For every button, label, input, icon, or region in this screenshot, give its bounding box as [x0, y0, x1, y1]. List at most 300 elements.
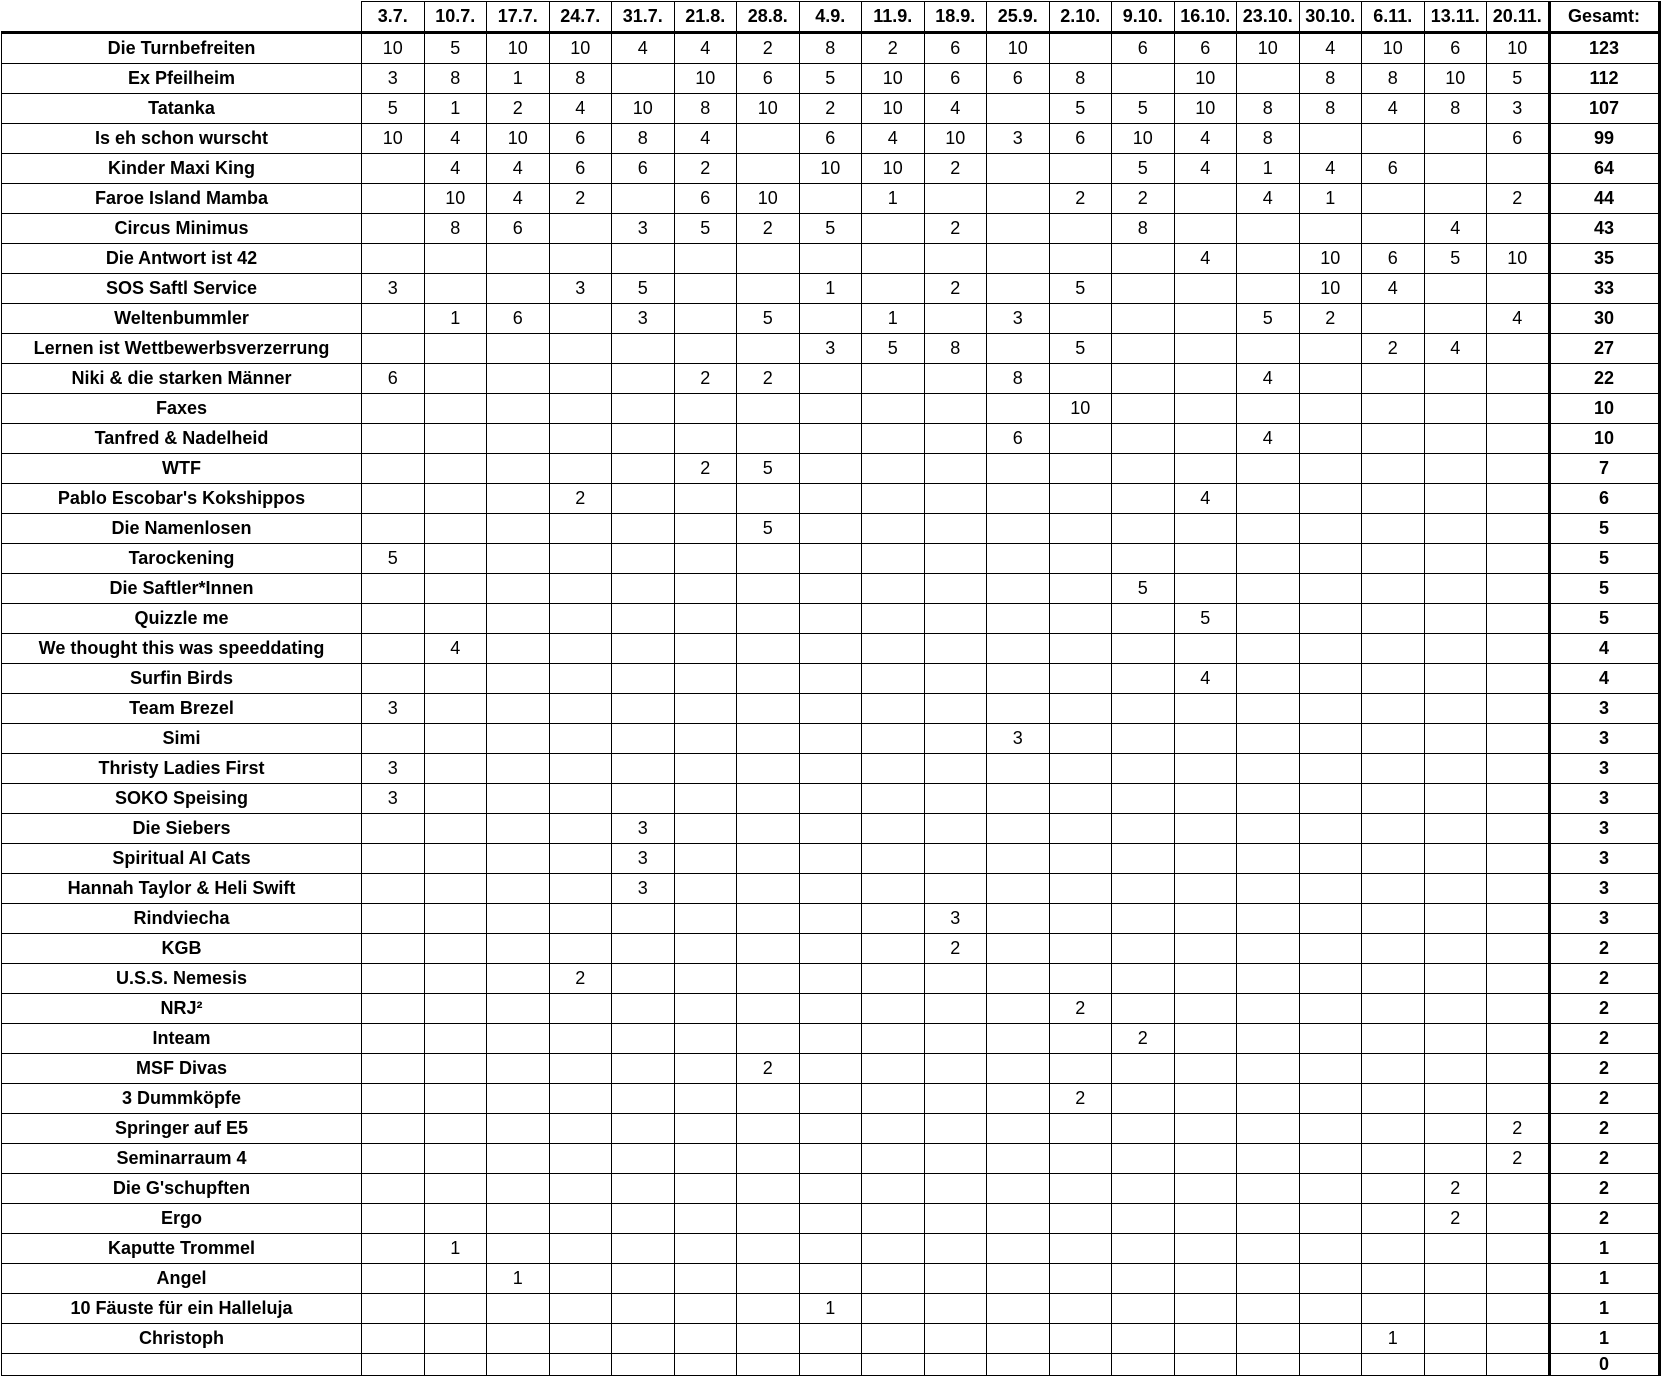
score-cell[interactable]: 2 [1424, 1204, 1487, 1234]
score-cell[interactable]: 2 [674, 154, 737, 184]
score-cell[interactable] [487, 904, 550, 934]
score-cell[interactable] [674, 1264, 737, 1294]
score-cell[interactable] [1362, 1354, 1425, 1376]
score-cell[interactable]: 10 [1299, 274, 1362, 304]
score-cell[interactable] [1237, 1174, 1300, 1204]
score-cell[interactable] [674, 1084, 737, 1114]
score-cell[interactable] [1174, 1174, 1237, 1204]
score-cell[interactable]: 10 [612, 94, 675, 124]
total-cell[interactable]: 3 [1549, 754, 1659, 784]
score-cell[interactable] [424, 484, 487, 514]
score-cell[interactable] [612, 1174, 675, 1204]
score-cell[interactable] [737, 1234, 800, 1264]
score-cell[interactable] [1112, 1114, 1175, 1144]
total-cell[interactable]: 1 [1549, 1234, 1659, 1264]
score-cell[interactable] [1299, 754, 1362, 784]
total-cell[interactable]: 6 [1549, 484, 1659, 514]
score-cell[interactable] [1237, 334, 1300, 364]
score-cell[interactable] [549, 904, 612, 934]
score-cell[interactable] [924, 634, 987, 664]
score-cell[interactable] [737, 424, 800, 454]
score-cell[interactable]: 4 [1362, 94, 1425, 124]
score-cell[interactable] [1112, 874, 1175, 904]
score-cell[interactable] [1049, 724, 1112, 754]
score-cell[interactable]: 10 [549, 33, 612, 64]
score-cell[interactable]: 10 [987, 33, 1050, 64]
score-cell[interactable]: 4 [1299, 33, 1362, 64]
score-cell[interactable] [987, 694, 1050, 724]
score-cell[interactable] [1487, 154, 1550, 184]
score-cell[interactable] [487, 784, 550, 814]
score-cell[interactable] [987, 334, 1050, 364]
score-cell[interactable] [612, 64, 675, 94]
score-cell[interactable] [487, 274, 550, 304]
score-cell[interactable] [1487, 1084, 1550, 1114]
score-cell[interactable] [799, 784, 862, 814]
score-cell[interactable] [1112, 784, 1175, 814]
score-cell[interactable] [424, 844, 487, 874]
total-cell[interactable]: 0 [1549, 1354, 1659, 1376]
score-cell[interactable] [799, 1084, 862, 1114]
score-cell[interactable] [1362, 544, 1425, 574]
total-cell[interactable]: 2 [1549, 994, 1659, 1024]
score-cell[interactable] [1362, 1204, 1425, 1234]
score-cell[interactable] [1237, 994, 1300, 1024]
score-cell[interactable]: 3 [549, 274, 612, 304]
score-cell[interactable] [1049, 364, 1112, 394]
score-cell[interactable] [924, 364, 987, 394]
score-cell[interactable] [1362, 844, 1425, 874]
score-cell[interactable] [612, 574, 675, 604]
total-cell[interactable]: 27 [1549, 334, 1659, 364]
score-cell[interactable] [424, 1294, 487, 1324]
score-cell[interactable]: 10 [1487, 33, 1550, 64]
score-cell[interactable]: 2 [737, 33, 800, 64]
score-cell[interactable] [674, 964, 737, 994]
score-cell[interactable] [1424, 1144, 1487, 1174]
score-cell[interactable] [1237, 244, 1300, 274]
team-name-cell[interactable]: Die G'schupften [2, 1174, 362, 1204]
score-cell[interactable]: 6 [362, 364, 425, 394]
score-cell[interactable] [1299, 964, 1362, 994]
score-cell[interactable] [737, 964, 800, 994]
team-name-cell[interactable]: Weltenbummler [2, 304, 362, 334]
score-cell[interactable]: 8 [1237, 94, 1300, 124]
date-header-cell[interactable]: 2.10. [1049, 2, 1112, 33]
total-cell[interactable]: 35 [1549, 244, 1659, 274]
score-cell[interactable]: 8 [1049, 64, 1112, 94]
score-cell[interactable] [487, 964, 550, 994]
score-cell[interactable] [737, 874, 800, 904]
score-cell[interactable]: 2 [1049, 1084, 1112, 1114]
score-cell[interactable] [987, 814, 1050, 844]
score-cell[interactable] [799, 574, 862, 604]
score-cell[interactable] [799, 964, 862, 994]
score-cell[interactable] [799, 1024, 862, 1054]
score-cell[interactable] [1049, 1234, 1112, 1264]
team-name-cell[interactable]: Thristy Ladies First [2, 754, 362, 784]
score-cell[interactable] [862, 1114, 925, 1144]
score-cell[interactable] [1174, 1054, 1237, 1084]
score-cell[interactable] [1424, 1264, 1487, 1294]
score-cell[interactable] [362, 214, 425, 244]
score-cell[interactable] [799, 394, 862, 424]
score-cell[interactable] [674, 664, 737, 694]
score-cell[interactable] [1112, 1264, 1175, 1294]
score-cell[interactable] [1112, 604, 1175, 634]
score-cell[interactable] [549, 874, 612, 904]
score-cell[interactable] [987, 184, 1050, 214]
team-name-cell[interactable]: Die Siebers [2, 814, 362, 844]
total-cell[interactable]: 123 [1549, 33, 1659, 64]
score-cell[interactable] [424, 1354, 487, 1376]
score-cell[interactable] [1299, 1174, 1362, 1204]
score-cell[interactable] [674, 994, 737, 1024]
score-cell[interactable] [862, 1324, 925, 1354]
score-cell[interactable] [1112, 334, 1175, 364]
score-cell[interactable] [674, 844, 737, 874]
score-cell[interactable] [737, 484, 800, 514]
score-cell[interactable]: 2 [737, 214, 800, 244]
date-header-cell[interactable]: 16.10. [1174, 2, 1237, 33]
score-cell[interactable] [1237, 754, 1300, 784]
score-cell[interactable] [924, 574, 987, 604]
score-cell[interactable] [487, 604, 550, 634]
score-cell[interactable] [1174, 694, 1237, 724]
score-cell[interactable] [1487, 544, 1550, 574]
score-cell[interactable] [1174, 964, 1237, 994]
score-cell[interactable] [362, 1174, 425, 1204]
score-cell[interactable] [1049, 424, 1112, 454]
score-cell[interactable] [862, 1264, 925, 1294]
score-cell[interactable] [1362, 694, 1425, 724]
score-cell[interactable] [674, 634, 737, 664]
score-cell[interactable] [862, 364, 925, 394]
score-cell[interactable] [924, 514, 987, 544]
score-cell[interactable]: 10 [1049, 394, 1112, 424]
score-cell[interactable] [799, 244, 862, 274]
score-cell[interactable] [862, 754, 925, 784]
score-cell[interactable] [612, 1114, 675, 1144]
score-cell[interactable] [612, 694, 675, 724]
score-cell[interactable] [862, 814, 925, 844]
score-cell[interactable] [1487, 904, 1550, 934]
score-cell[interactable] [1362, 394, 1425, 424]
score-cell[interactable]: 3 [612, 814, 675, 844]
score-cell[interactable]: 10 [1424, 64, 1487, 94]
score-cell[interactable] [1424, 724, 1487, 754]
score-cell[interactable]: 1 [1237, 154, 1300, 184]
score-cell[interactable] [1174, 1204, 1237, 1234]
score-cell[interactable] [674, 1324, 737, 1354]
score-cell[interactable] [987, 244, 1050, 274]
score-cell[interactable]: 6 [549, 124, 612, 154]
score-cell[interactable]: 4 [1174, 154, 1237, 184]
score-cell[interactable] [487, 1024, 550, 1054]
score-cell[interactable] [924, 1354, 987, 1376]
score-cell[interactable] [487, 1174, 550, 1204]
score-cell[interactable] [862, 604, 925, 634]
score-cell[interactable] [674, 1144, 737, 1174]
score-cell[interactable] [924, 784, 987, 814]
score-cell[interactable] [1299, 994, 1362, 1024]
score-cell[interactable] [549, 934, 612, 964]
score-cell[interactable] [549, 784, 612, 814]
score-cell[interactable] [987, 1204, 1050, 1234]
score-cell[interactable]: 3 [924, 904, 987, 934]
score-cell[interactable] [987, 394, 1050, 424]
score-cell[interactable] [549, 1144, 612, 1174]
score-cell[interactable] [799, 304, 862, 334]
score-cell[interactable] [674, 574, 737, 604]
score-cell[interactable]: 4 [1237, 184, 1300, 214]
score-cell[interactable] [862, 574, 925, 604]
score-cell[interactable] [1049, 904, 1112, 934]
score-cell[interactable] [549, 1114, 612, 1144]
score-cell[interactable] [424, 514, 487, 544]
score-cell[interactable] [1299, 1354, 1362, 1376]
score-cell[interactable] [549, 1024, 612, 1054]
score-cell[interactable] [862, 1234, 925, 1264]
team-name-cell[interactable]: Simi [2, 724, 362, 754]
total-cell[interactable]: 5 [1549, 544, 1659, 574]
team-name-cell[interactable]: SOS Saftl Service [2, 274, 362, 304]
score-cell[interactable] [1112, 364, 1175, 394]
score-cell[interactable] [1362, 934, 1425, 964]
score-cell[interactable] [1237, 274, 1300, 304]
score-cell[interactable] [674, 874, 737, 904]
score-cell[interactable] [1487, 214, 1550, 244]
total-cell[interactable]: 10 [1549, 424, 1659, 454]
score-cell[interactable] [487, 1234, 550, 1264]
score-cell[interactable]: 10 [1299, 244, 1362, 274]
score-cell[interactable] [924, 664, 987, 694]
score-cell[interactable]: 2 [924, 214, 987, 244]
score-cell[interactable] [487, 874, 550, 904]
score-cell[interactable] [1424, 184, 1487, 214]
score-cell[interactable] [737, 604, 800, 634]
score-cell[interactable]: 8 [674, 94, 737, 124]
score-cell[interactable] [1049, 604, 1112, 634]
score-cell[interactable] [1112, 844, 1175, 874]
score-cell[interactable] [549, 844, 612, 874]
score-cell[interactable] [1049, 964, 1112, 994]
score-cell[interactable] [424, 424, 487, 454]
score-cell[interactable] [1112, 934, 1175, 964]
score-cell[interactable] [987, 964, 1050, 994]
score-cell[interactable] [362, 634, 425, 664]
score-cell[interactable] [924, 874, 987, 904]
score-cell[interactable] [487, 634, 550, 664]
score-cell[interactable] [362, 154, 425, 184]
score-cell[interactable] [1049, 1174, 1112, 1204]
score-cell[interactable] [1299, 694, 1362, 724]
team-name-cell[interactable]: KGB [2, 934, 362, 964]
score-cell[interactable] [1174, 364, 1237, 394]
score-cell[interactable]: 3 [362, 64, 425, 94]
score-cell[interactable] [987, 1024, 1050, 1054]
score-cell[interactable] [1049, 874, 1112, 904]
score-cell[interactable] [1237, 574, 1300, 604]
score-cell[interactable] [612, 1294, 675, 1324]
score-cell[interactable] [799, 934, 862, 964]
score-cell[interactable] [1112, 274, 1175, 304]
score-cell[interactable] [862, 874, 925, 904]
score-cell[interactable] [1299, 1084, 1362, 1114]
team-name-cell[interactable]: Kinder Maxi King [2, 154, 362, 184]
score-cell[interactable] [799, 874, 862, 904]
score-cell[interactable]: 6 [924, 33, 987, 64]
total-cell[interactable]: 22 [1549, 364, 1659, 394]
score-cell[interactable] [549, 304, 612, 334]
score-cell[interactable] [1424, 664, 1487, 694]
score-cell[interactable] [674, 484, 737, 514]
score-cell[interactable] [1487, 1294, 1550, 1324]
score-cell[interactable]: 1 [424, 94, 487, 124]
score-cell[interactable] [862, 454, 925, 484]
score-cell[interactable]: 8 [424, 214, 487, 244]
score-cell[interactable] [1049, 154, 1112, 184]
score-cell[interactable]: 10 [1112, 124, 1175, 154]
score-cell[interactable] [1362, 1084, 1425, 1114]
team-name-cell[interactable]: Hannah Taylor & Heli Swift [2, 874, 362, 904]
score-cell[interactable] [1237, 694, 1300, 724]
score-cell[interactable]: 10 [862, 64, 925, 94]
score-cell[interactable] [737, 1354, 800, 1376]
score-cell[interactable]: 3 [362, 694, 425, 724]
score-cell[interactable] [1424, 1024, 1487, 1054]
score-cell[interactable]: 5 [362, 94, 425, 124]
score-cell[interactable]: 2 [487, 94, 550, 124]
score-cell[interactable] [1237, 634, 1300, 664]
score-cell[interactable] [424, 574, 487, 604]
score-cell[interactable] [362, 424, 425, 454]
score-cell[interactable] [1237, 604, 1300, 634]
score-cell[interactable] [549, 424, 612, 454]
score-cell[interactable] [1174, 1264, 1237, 1294]
score-cell[interactable]: 2 [1049, 994, 1112, 1024]
score-cell[interactable] [924, 1294, 987, 1324]
team-name-cell[interactable]: Is eh schon wurscht [2, 124, 362, 154]
score-cell[interactable] [674, 424, 737, 454]
score-cell[interactable] [1487, 874, 1550, 904]
score-cell[interactable]: 6 [1424, 33, 1487, 64]
score-cell[interactable] [1487, 754, 1550, 784]
score-cell[interactable] [799, 1054, 862, 1084]
score-cell[interactable] [487, 934, 550, 964]
score-cell[interactable] [549, 1234, 612, 1264]
score-cell[interactable] [424, 244, 487, 274]
score-cell[interactable]: 4 [1174, 124, 1237, 154]
score-cell[interactable]: 8 [799, 33, 862, 64]
score-cell[interactable] [612, 1324, 675, 1354]
date-header-cell[interactable]: 10.7. [424, 2, 487, 33]
score-cell[interactable]: 1 [1299, 184, 1362, 214]
team-name-cell[interactable]: U.S.S. Nemesis [2, 964, 362, 994]
date-header-cell[interactable]: 21.8. [674, 2, 737, 33]
date-header-cell[interactable]: 23.10. [1237, 2, 1300, 33]
score-cell[interactable] [1237, 904, 1300, 934]
score-cell[interactable] [987, 484, 1050, 514]
score-cell[interactable] [362, 574, 425, 604]
score-cell[interactable] [1174, 514, 1237, 544]
score-cell[interactable] [1174, 934, 1237, 964]
score-cell[interactable] [1362, 424, 1425, 454]
total-cell[interactable]: 2 [1549, 1144, 1659, 1174]
score-cell[interactable] [1049, 1054, 1112, 1084]
score-cell[interactable] [362, 874, 425, 904]
score-cell[interactable] [1362, 1114, 1425, 1144]
score-cell[interactable] [1424, 484, 1487, 514]
score-cell[interactable] [799, 694, 862, 724]
team-name-cell[interactable]: Surfin Birds [2, 664, 362, 694]
score-cell[interactable] [987, 754, 1050, 784]
score-cell[interactable]: 4 [612, 33, 675, 64]
score-cell[interactable]: 10 [1174, 64, 1237, 94]
score-cell[interactable] [987, 1114, 1050, 1144]
score-cell[interactable] [1362, 214, 1425, 244]
score-cell[interactable]: 10 [737, 184, 800, 214]
score-cell[interactable] [1112, 394, 1175, 424]
score-cell[interactable] [1112, 484, 1175, 514]
score-cell[interactable] [862, 1144, 925, 1174]
score-cell[interactable] [1112, 1144, 1175, 1174]
score-cell[interactable]: 4 [487, 184, 550, 214]
score-cell[interactable] [1299, 784, 1362, 814]
score-cell[interactable] [1487, 844, 1550, 874]
score-cell[interactable]: 2 [674, 364, 737, 394]
score-cell[interactable] [1424, 274, 1487, 304]
team-name-cell[interactable]: Lernen ist Wettbewerbsverzerrung [2, 334, 362, 364]
score-cell[interactable] [549, 214, 612, 244]
score-cell[interactable] [674, 1174, 737, 1204]
score-cell[interactable] [987, 904, 1050, 934]
score-cell[interactable] [362, 1294, 425, 1324]
score-cell[interactable] [1112, 64, 1175, 94]
total-cell[interactable]: 44 [1549, 184, 1659, 214]
score-cell[interactable] [924, 1174, 987, 1204]
score-cell[interactable]: 5 [1049, 334, 1112, 364]
score-cell[interactable] [1362, 364, 1425, 394]
score-cell[interactable] [1049, 1204, 1112, 1234]
score-cell[interactable] [737, 1024, 800, 1054]
score-cell[interactable] [1424, 454, 1487, 484]
score-cell[interactable] [424, 994, 487, 1024]
total-cell[interactable]: 112 [1549, 64, 1659, 94]
score-cell[interactable] [1174, 1294, 1237, 1324]
score-cell[interactable] [487, 394, 550, 424]
score-cell[interactable] [549, 334, 612, 364]
score-cell[interactable]: 1 [862, 304, 925, 334]
score-cell[interactable] [924, 1054, 987, 1084]
score-cell[interactable] [799, 424, 862, 454]
score-cell[interactable] [362, 844, 425, 874]
score-cell[interactable] [1112, 1174, 1175, 1204]
score-cell[interactable] [1112, 634, 1175, 664]
score-cell[interactable] [924, 484, 987, 514]
score-cell[interactable] [1362, 784, 1425, 814]
score-cell[interactable] [674, 1114, 737, 1144]
score-cell[interactable] [737, 1144, 800, 1174]
score-cell[interactable]: 10 [1487, 244, 1550, 274]
score-cell[interactable] [424, 724, 487, 754]
score-cell[interactable] [674, 604, 737, 634]
score-cell[interactable] [1112, 994, 1175, 1024]
score-cell[interactable] [924, 424, 987, 454]
score-cell[interactable] [612, 664, 675, 694]
score-cell[interactable]: 6 [487, 304, 550, 334]
score-cell[interactable]: 8 [1362, 64, 1425, 94]
